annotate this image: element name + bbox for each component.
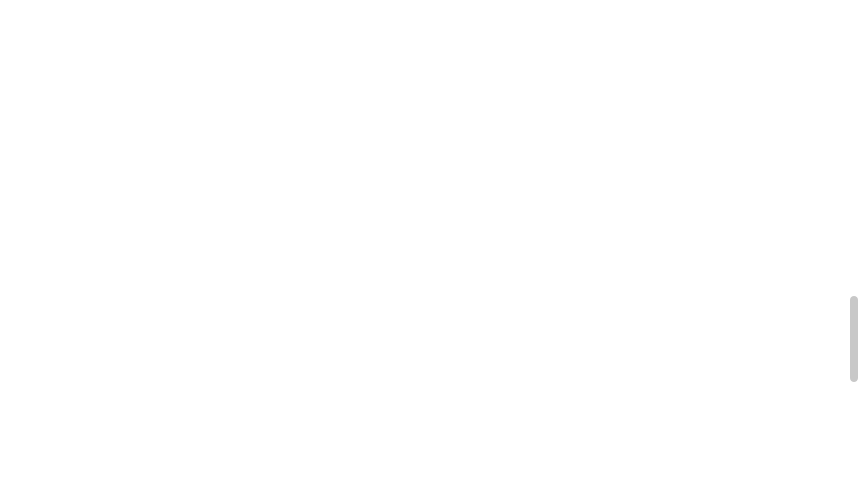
scrollbar-thumb[interactable]	[850, 296, 858, 382]
